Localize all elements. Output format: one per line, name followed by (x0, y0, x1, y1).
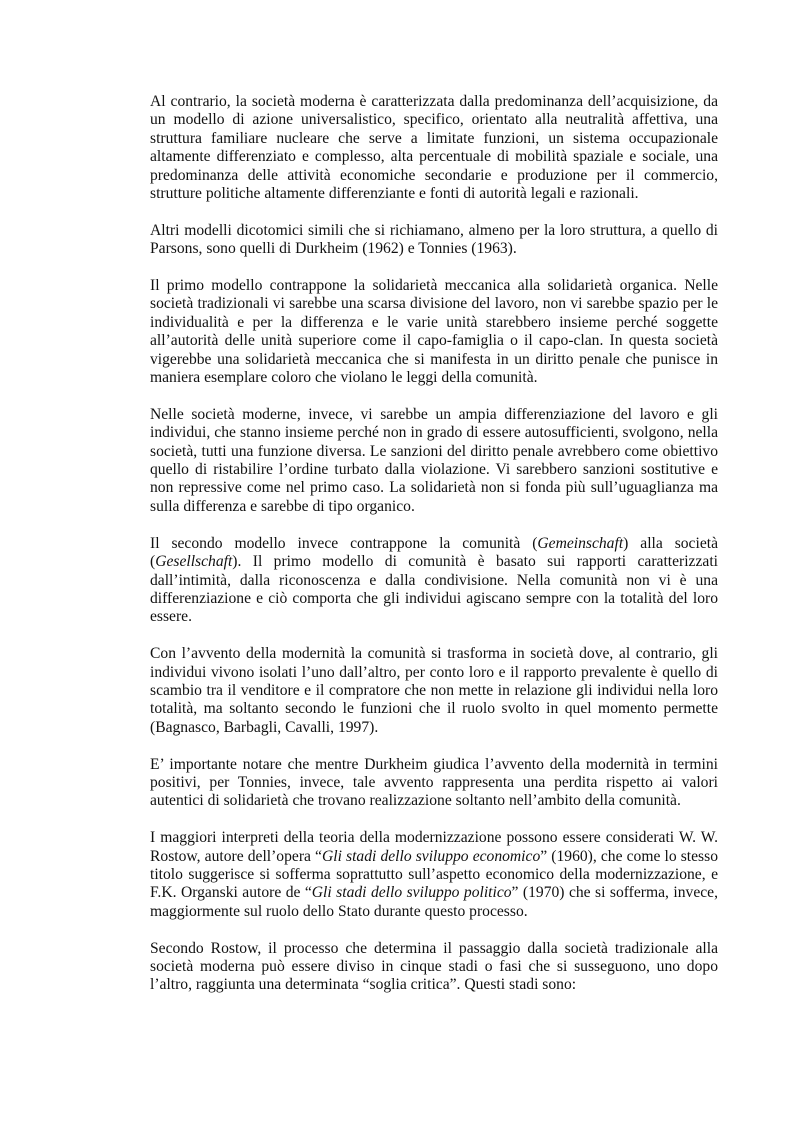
text-run: E’ importante notare che mentre Durkheim giudica l’avvento della modernità in termini positivi, per Tonnies, invece, tale avvento rappresenta una perdita rispetto ai valori autentici di solidarietà che trovano realizzazione soltanto nell’ambito della comunità. (150, 755, 718, 810)
text-run: ” (1970) che si sofferma, invece, maggiormente sul ruolo dello Stato durante questo processo. (150, 884, 718, 920)
paragraph-2 (150, 222, 718, 259)
text-run: ). Il primo modello di comunità è basato sui rapporti caratterizzati dall’intimità, dalla riconoscenza e dalla condivisione. Nella comunità non vi è una differenziazione e ciò comporta che gli individui agiscano sempre con la totalità del loro essere. (150, 553, 718, 626)
paragraph-4 (150, 406, 718, 516)
document-body (150, 93, 718, 1013)
italic-text-run: Gli stadi dello sviluppo economico (321, 847, 541, 865)
italic-text-run: Gesellschaft (155, 553, 233, 571)
paragraph-7 (150, 756, 718, 811)
text-run: ” (1960), che come lo stesso titolo suggerisce si sofferma soprattutto sull’aspetto economico della modernizzazione, e F.K. Organski autore de “ (150, 847, 718, 902)
italic-text-run: Gemeinschaft (537, 534, 624, 552)
italic-text-run: Gli stadi dello sviluppo politico (311, 884, 512, 902)
text-run: Secondo Rostow, il processo che determina il passaggio dalla società tradizionale alla società moderna può essere diviso in cinque stadi o fasi che si susseguono, uno dopo l’altro, raggiunta una determinata “soglia critica”. Questi stadi sono: (150, 939, 718, 994)
text-run: Nelle società moderne, invece, vi sarebbe un ampia differenziazione del lavoro e gli individui, che stanno insieme perché non in grado di essere autosufficienti, svolgono, nella società, tutti una funzione diversa. Le sanzioni del diritto penale avrebbero come obiettivo quello di ristabilire l’ordine turbato dalla violazione. Vi sarebbero sanzioni sostitutive e non repressive come nel primo caso. La solidarietà non si fonda più sull’uguaglianza ma sulla differenza e sarebbe di tipo organico. (150, 405, 718, 515)
text-run: Altri modelli dicotomici simili che si richiamano, almeno per la loro struttura, a quello di Parsons, sono quelli di Durkheim (1962) e Tonnies (1963). (150, 221, 718, 258)
paragraph-9 (150, 940, 718, 995)
paragraph-5 (150, 535, 718, 627)
text-run: Il secondo modello invece contrappone la comunità ( (150, 534, 538, 552)
text-run: Il primo modello contrappone la solidarietà meccanica alla solidarietà organica. Nelle società tradizionali vi sarebbe una scarsa divisione del lavoro, non vi sarebbe spazio per le individualità e per la differenza e le varie unità starebbero insieme perché soggette all’autorità delle unità superiore come il capo-famiglia o il capo-clan. In questa società vigerebbe una solidarietà meccanica che si manifesta in un diritto penale che punisce in maniera esemplare coloro che violano le leggi della comunità. (150, 277, 718, 387)
text-run: ) alla società ( (150, 534, 718, 571)
text-run: Al contrario, la società moderna è caratterizzata dalla predominanza dell’acquisizione, da un modello di azione universalistico, specifico, orientato alla neutralità affettiva, una struttura familiare nucleare che serve a limitate funzioni, un sistema occupazionale altamente differenziato e complesso, alta percentuale di mobilità spaziale e sociale, una predominanza delle attività economiche secondarie e produzione per il commercio, strutture politiche altamente differenziante e fonti di autorità legali e razionali. (150, 93, 718, 203)
text-run: I maggiori interpreti della teoria della modernizzazione possono essere considerati W. W. Rostow, autore dell’opera “ (150, 829, 718, 865)
paragraph-3 (150, 277, 718, 387)
paragraph-8 (150, 829, 718, 921)
paragraph-1 (150, 93, 718, 203)
text-run: Con l’avvento della modernità la comunità si trasforma in società dove, al contrario, gli individui vivono isolati l’uno dall’altro, per conto loro e il rapporto prevalente è quello di scambio tra il venditore e il compratore che non mette in relazione gli individui nella loro totalità, ma soltanto secondo le funzioni che il ruolo svolto in quel momento permette (Bagnasco, Barbagli, Cavalli, 1997). (150, 645, 718, 736)
paragraph-6 (150, 645, 718, 737)
